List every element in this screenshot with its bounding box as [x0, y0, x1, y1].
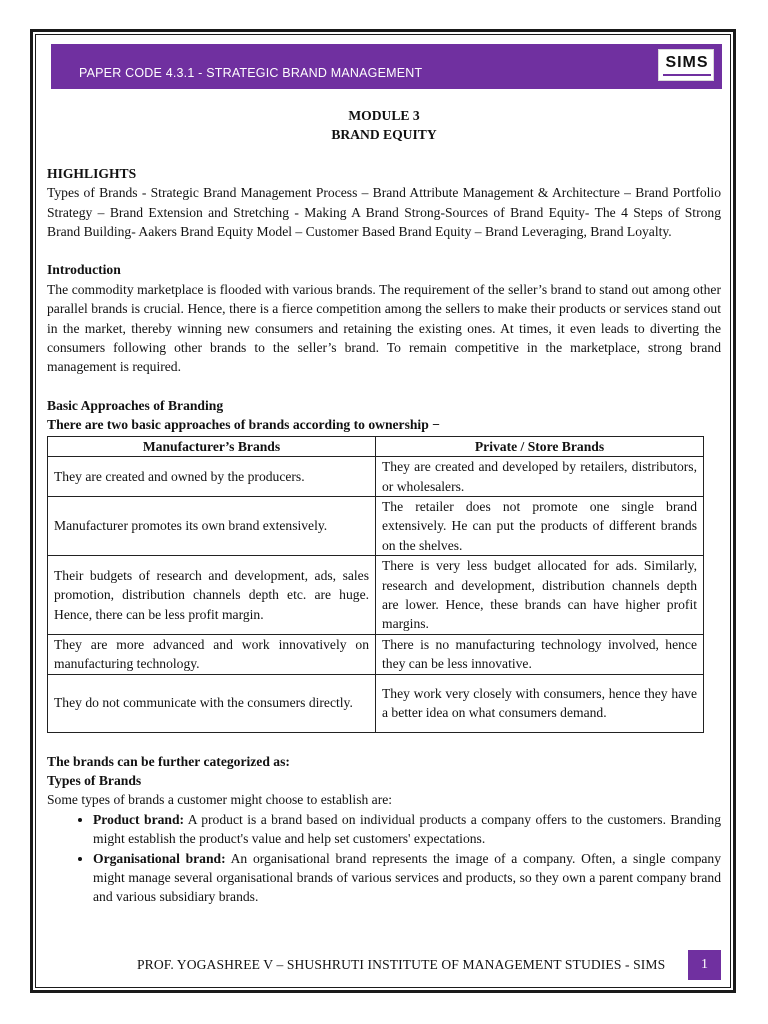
approaches-heading: Basic Approaches of Branding [47, 397, 224, 413]
table-row [48, 634, 704, 674]
list-item [93, 849, 721, 907]
list-item-text: An organisational brand represents the image of a company. Often, a single company might manage several organisational brands of various services and products, so they own a parent company brand and various subsidiary brands. [93, 850, 722, 905]
highlights-text: Types of Brands - Strategic Brand Management Process – Brand Attribute Management & Architecture – Brand Portfolio Strategy – Brand Extension and Stretching - Making A Brand Strong-Sources of Brand Equity- The 4 Steps of Strong Brand Building- Aakers Brand Equity Model – Customer Based Brand Equity – Brand Leveraging, Brand Loyalty. [47, 185, 721, 240]
table-header-row [48, 436, 704, 456]
brands-comparison-table [47, 436, 704, 733]
table-cell: The retailer does not promote one single brand extensively. He can put the products of different brands on the shelves. [376, 496, 704, 555]
types-heading: Types of Brands [47, 772, 142, 788]
table-cell: They work very closely with consumers, hence they have a better idea on what consumers demand. [376, 674, 704, 732]
list-item-term: Organisational brand: [93, 850, 226, 866]
approaches-subheading: There are two basic approaches of brands according to ownership − [47, 417, 440, 433]
logo-text: SIMS [665, 54, 709, 71]
introduction-heading: Introduction [47, 262, 121, 278]
subject-title: BRAND EQUITY [331, 127, 437, 143]
categorized-heading: The brands can be further categorized as: [47, 753, 290, 769]
sims-logo [658, 49, 714, 81]
footer-author: PROF. YOGASHREE V – SHUSHRUTI INSTITUTE OF MANAGEMENT STUDIES - SIMS [137, 957, 666, 972]
table-cell: They are more advanced and work innovatively on manufacturing technology. [48, 634, 376, 674]
table-cell: Their budgets of research and development, ads, sales promotion, distribution channels depth etc. are huge. Hence, there can be less profit margin. [48, 556, 376, 635]
table-cell: They do not communicate with the consumers directly. [48, 674, 376, 732]
table-cell: There is no manufacturing technology involved, hence they can be less innovative. [376, 634, 704, 674]
list-item [93, 810, 721, 849]
module-title: MODULE 3 [348, 108, 420, 123]
table-header-private: Private / Store Brands [376, 436, 704, 456]
table-cell: Manufacturer promotes its own brand extensively. [48, 496, 376, 555]
table-cell: They are created and developed by retailers, distributors, or wholesalers. [376, 457, 704, 497]
document-body [47, 106, 721, 907]
table-row [48, 457, 704, 497]
logo-underline [663, 74, 711, 76]
types-lead: Some types of brands a customer might choose to establish are: [47, 792, 393, 808]
types-list [47, 810, 721, 907]
introduction-text: The commodity marketplace is flooded with various brands. The requirement of the seller’s brand to stand out among other parallel brands is crucial. Hence, there is a fierce competition among the sellers to make their products or services stand out in the market, thereby winning new consumers and retaining the existing ones. At times, it even leads to diverting the consumers following other brands to the seller’s brand. To remain competitive in the marketplace, strong brand management is required. [47, 281, 721, 375]
list-item-term: Product brand: [93, 811, 185, 827]
table-header-manufacturer: Manufacturer’s Brands [48, 436, 376, 456]
page-number: 1 [688, 950, 721, 980]
table-row [48, 674, 704, 732]
paper-code-title: PAPER CODE 4.3.1 - STRATEGIC BRAND MANAGEMENT [79, 66, 423, 80]
table-cell: There is very less budget allocated for ads. Similarly, research and development, distribution channels depth are lower. Hence, these brands can have higher profit margins. [376, 556, 704, 635]
table-row [48, 556, 704, 635]
table-cell: They are created and owned by the producers. [48, 457, 376, 497]
table-row [48, 496, 704, 555]
list-item-text: A product is a brand based on individual products a company offers to the customers. Branding might establish the product's value and help set customers' expectations. [93, 811, 721, 847]
highlights-heading: HIGHLIGHTS [47, 165, 137, 181]
